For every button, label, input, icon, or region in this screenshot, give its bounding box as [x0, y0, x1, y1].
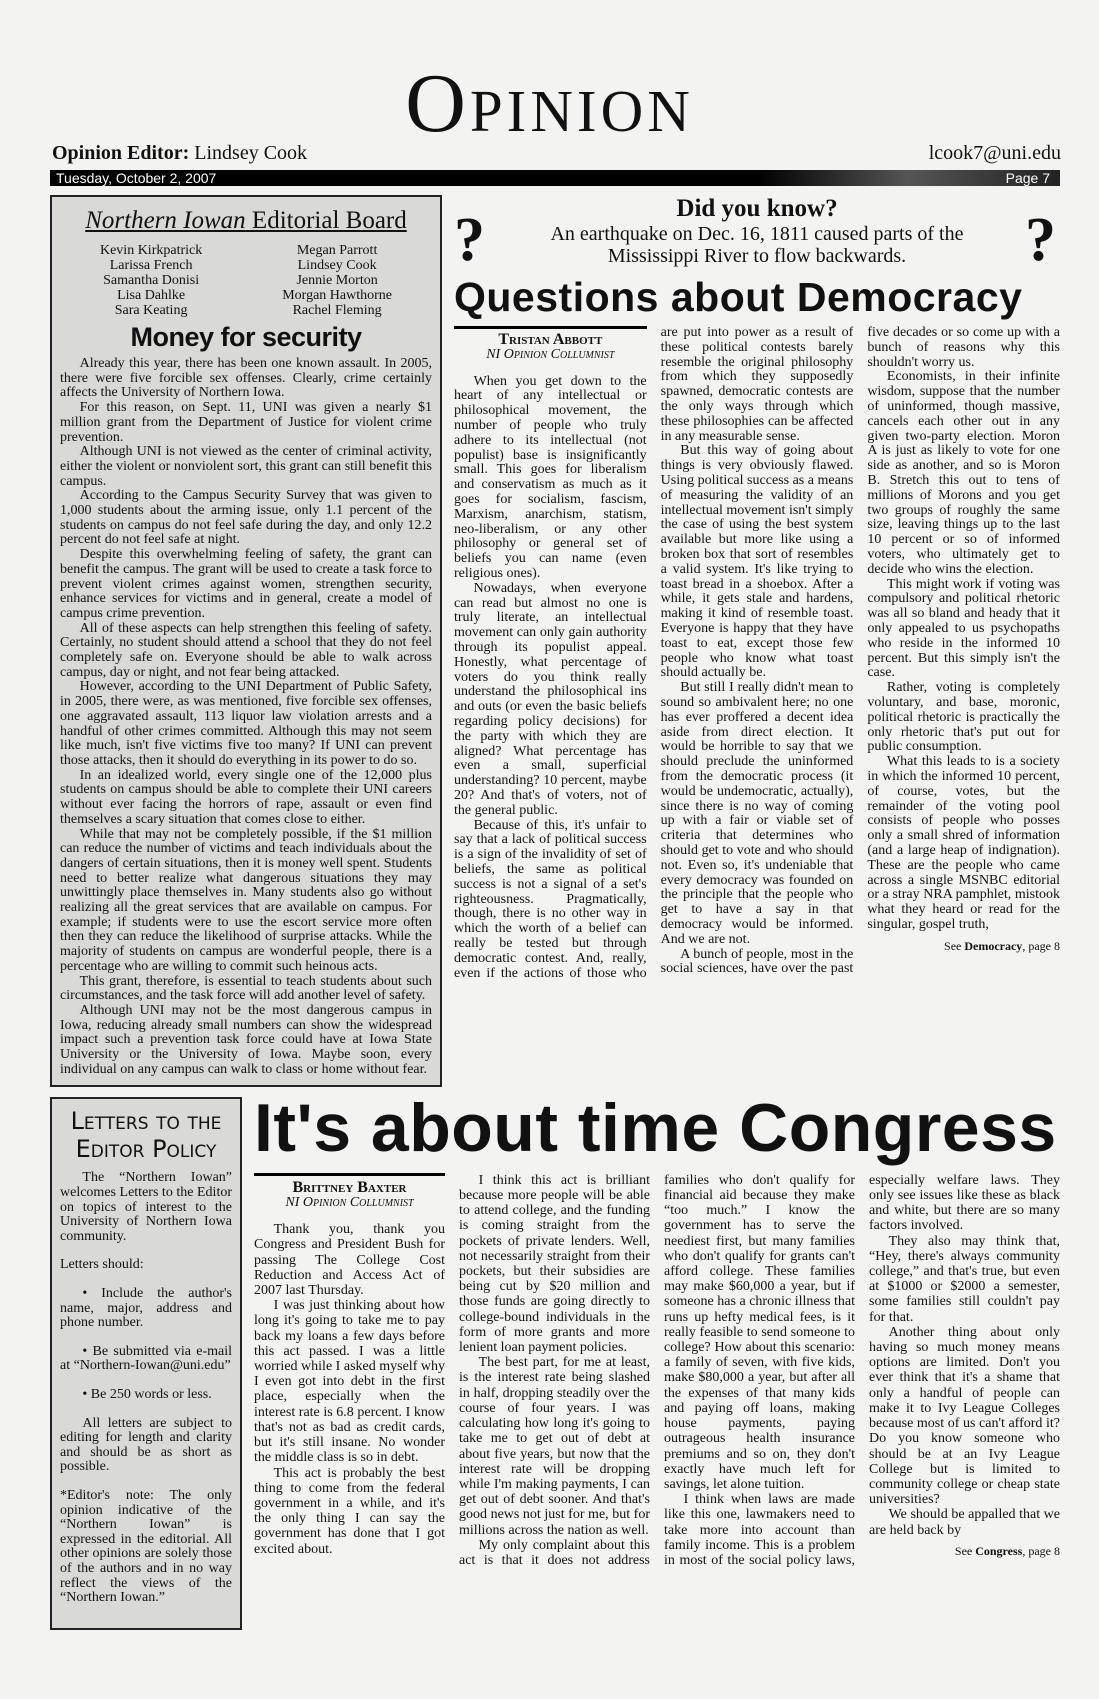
author-role: NI Opinion Collumnist	[285, 1195, 414, 1211]
democracy-article	[454, 326, 1060, 981]
author-role: NI Opinion Collumnist	[486, 346, 615, 362]
board-member: Jennie Morton	[296, 273, 378, 288]
board-members	[60, 243, 432, 318]
jump-prefix: See	[944, 938, 965, 953]
board-member: Megan Parrott	[296, 243, 378, 258]
paragraph: I think when laws are made like this one, lawmakers need to take more into account than family income. This is a problem in most of the social policy laws, especially welfare laws. They only see issues like these as black and white, but there are so many factors involved.	[664, 1172, 1060, 1568]
did-you-know-fact: An earthquake on Dec. 16, 1811 caused parts of the Mississippi River to flow backwards.	[550, 223, 964, 267]
editor-email: lcook7@uni.edu	[928, 142, 1061, 164]
jump-suffix: , page 8	[1022, 1543, 1060, 1558]
paragraph: Rather, voting is completely voluntary, and base, moronic, political rhetoric is practically the only rhetoric that's put out for public consumption.	[867, 680, 1060, 755]
paragraph: Although UNI may not be the most dangerous campus in Iowa, reducing already small numbers can show the widespread impact such a prevention task force could have at Iowa State University or the University of Iowa. Maybe soon, every individual on any campus can walk to class or home without fear.	[60, 1002, 432, 1077]
did-you-know-title: Did you know?	[676, 195, 838, 222]
question-mark-icon: ?	[1025, 206, 1056, 274]
paragraph: This might work if voting was compulsory and political rhetoric was all so bland and heady that it only appealed to us psychopaths who reside in the informed 10 percent. But this simply isn't the case.	[867, 576, 1060, 681]
paragraph: But this way of going about things is very obviously flawed. Using political success as a means of measuring the validity of an intellectual movement isn't simply the case of using the best system available but more like using a broken box that sort of resembles a valid system. It's like trying to toast bread in a shoebox. After a while, it gets stale and hardens, making it kind of resemble toast. Everyone is happy that they have toast to eat, except those few people who know what toast should actually be.	[660, 443, 854, 681]
byline	[254, 1173, 445, 1210]
paragraph: In an idealized world, every single one of the 12,000 plus students on campus should be able to complete their UNI careers without ever facing the horrors of rape, assault or even find themselves a scary situation that comes close to either.	[60, 767, 432, 827]
paragraph: Thank you, thank you Congress and President Bush for passing The College Cost Reduction and Access Act of 2007 last Thursday.	[254, 1222, 445, 1299]
letters-rule: • Include the author's name, major, address and phone number.	[60, 1286, 232, 1331]
letters-rule: • Be submitted via e-mail at “Northern-Iowan@uni.edu”	[60, 1343, 232, 1374]
paragraph: The best part, for me at least, is the interest rate being slashed in half, dropping steadily over the course of four years. I was calculating how long it's going to take me to get out of debt at about five years, but now that the interest rate will be dropping while I'm making payments, I can get out of debt sooner. And that's good news not just for me, but for millions across the nation as well.	[459, 1355, 650, 1538]
editor-credit	[52, 142, 307, 165]
board-title-paper: Northern Iowan	[85, 207, 246, 234]
paragraph: What this leads to is a society in which the informed 10 percent, of course, votes, but the remainder of the voting pool consists of people who posses only a small shred of information (and a large heap of indignation). These are the people who came across a single MSNBC editorial or a stray NRA pamphlet, mistook what they heard or read for the singular, gospel truth,	[867, 754, 1060, 932]
jump-prefix: See	[954, 1543, 976, 1558]
top-section	[50, 195, 1060, 1087]
continued-link[interactable]	[869, 1544, 1060, 1559]
board-member: Sara Keating	[114, 303, 188, 318]
editor-label: Opinion Editor:	[52, 142, 190, 164]
did-you-know	[454, 195, 1060, 274]
letters-intro: The “Northern Iowan” welcomes Letters to the Editor on topics of interest to the University of Northern Iowa community.	[60, 1170, 232, 1244]
paragraph: They also may think that, “Hey, there's always community college,” and that's true, but even at $1000 or $2000 a semester, some families still couldn't pay for that.	[869, 1233, 1060, 1325]
board-column-right	[282, 243, 392, 318]
paragraph: Because of this, it's unfair to say that a lack of political success is a sign of the invalidity of set of beliefs, the same as political success is not a signal of a set's righteousness. Pragmatically, though, there is no other way in which the worth of a belief can really be tested but through democratic contest. And, really, even if the actions of those who are put into power as a result of these political contests barely resemble the original philosophy from which they supposedly spawned, democratic contests are the only ways through which these philosophies can be affected in any measurable sense.	[454, 325, 854, 981]
paragraph: But still I really didn't mean to sound so ambivalent here; no one has ever proffered a decent idea aside from direct election. It would be horrible to say that we should preclude the uninformed from the democratic process (it would be undemocratic, actually), since there is no way of coming up with a fair or viable set of criteria that determines who should get to vote and who should not. Even so, it's undeniable that every democracy was founded on the principle that the people who get to have a say in that democracy would be informed. And we are not.	[660, 680, 854, 947]
congress-article	[254, 1173, 1060, 1568]
jump-target: Congress	[975, 1543, 1023, 1558]
jump-target: Democracy	[964, 938, 1023, 953]
question-mark-icon: ?	[454, 206, 485, 274]
board-member: Lindsey Cook	[297, 258, 377, 273]
page-number: Page 7	[1005, 170, 1050, 186]
paragraph: Economists, in their infinite wisdom, suppose that the number of uninformed, though massive, cancels each other out in any given two-party election. Moron A is just as likely to vote for one side as another, and so is Moron B. Stretch this out to tens of millions of Morons and you get two groups of roughly the same size, leaving things up to the last 10 percent or so of informed voters, who ultimately get to decide who wins the election.	[867, 369, 1060, 577]
author-name: Brittney Baxter	[292, 1178, 407, 1196]
board-member: Morgan Hawthorne	[282, 288, 392, 303]
bottom-section	[50, 1090, 1060, 1649]
right-top-section	[454, 195, 1060, 981]
paragraph: Another thing about only having so much money means options are limited. Don't you ever think that it's a shame that only a handful of people can make it to Ivy League Colleges because most of us can't afford it? Do you know someone who should be at an Ivy League College but is limited to community college or cheap state universities?	[869, 1324, 1060, 1508]
paragraph: My only complaint about this act is that it does not address families who don't qualify for financial aid because they make “too much.” I know the government has to serve the neediest first, but many families who don't qualify for grants can't afford college. These families may make $60,000 a year, but if someone has a chronic illness that runs up hefty medical fees, is it really feasible to send someone to college? How about this scenario: a family of seven, with five kids, make $80,000 a year, but after all the expenses of that many kids and paying off loans, making house payments, paying outrageous health insurance premiums and so on, they don't exactly have much left for savings, let alone tuition.	[459, 1172, 855, 1568]
paragraph: A bunch of people, most in the social sciences, have over the past five decades or so come up with a bunch of reasons why this shouldn't worry us.	[660, 325, 1060, 977]
paragraph: Although UNI is not viewed as the center of criminal activity, either the violent or nonviolent sort, this grant can still benefit this campus.	[60, 444, 432, 489]
paragraph: However, according to the UNI Department of Public Safety, in 2005, there were, as was mentioned, five forcible sex offenses, one aggravated assault, 113 liquor law violation arrests and a handful of other crimes committed. Although this may not seem like much, isn't five victims five too many? If UNI can prevent those attacks, then it should do everything in its power to do so.	[60, 679, 432, 768]
letters-editing-note: All letters are subject to editing for length and clarity and should be as short as possible.	[60, 1415, 232, 1475]
board-member: Samantha Donisi	[103, 273, 200, 288]
board-member: Rachel Fleming	[292, 303, 382, 318]
section-title: Opinion	[405, 57, 694, 150]
continued-link[interactable]	[867, 939, 1060, 954]
author-name: Tristan Abbott	[498, 331, 603, 349]
paragraph: For this reason, on Sept. 11, UNI was given a nearly $1 million grant from the Department of Justice for violent crime prevention.	[60, 400, 432, 445]
editorial-box	[50, 195, 442, 1087]
board-title	[60, 207, 432, 235]
paragraph: Despite this overwhelming feeling of safety, the grant can benefit the campus. The grant will be used to create a task force to prevent violent crimes against women, strengthen security, enhance services for victims and in general, create a model of campus crime prevention.	[60, 547, 432, 621]
letters-should-label: Letters should:	[60, 1257, 144, 1273]
paragraph: Nowadays, when everyone can read but almost no one is truly literate, an intellectual movement can only gain authority through its populist appeal. Honestly, what percentage of voters do you think really understand the philosophical ins and outs (or even the basic beliefs regarding policy decisions) for the party with which they are aligned? What percentage has even a small, superficial understanding? 10 percent, maybe 20? And that's of voters, not of the general public.	[454, 580, 647, 818]
letters-policy-title: Letters to the Editor Policy	[70, 1107, 222, 1164]
paragraph: This act is probably the best thing to come from the federal government in a while, and it's the only thing I can say the government has done that I got excited about.	[254, 1465, 445, 1557]
editors-note: *Editor's note: The only opinion indicative of the “Northern Iowan” is expressed in the editorial. All other opinions are solely those of the authors and in no way reflect the views of the “Northern Iowan.”	[60, 1487, 232, 1606]
editorial-body	[60, 357, 432, 1077]
issue-date: Tuesday, October 2, 2007	[56, 170, 217, 186]
congress-headline: It's about time Congress	[254, 1090, 1057, 1167]
congress-section	[254, 1090, 1060, 1568]
masthead	[0, 0, 1099, 195]
board-title-rest: Editorial Board	[245, 207, 407, 234]
paragraph: While that may not be completely possible, if the $1 million can reduce the number of victims and teach individuals about the dangers of certain situations, then it is money well spent. Students need to better realize what dangerous situations they may unwittingly place themselves in. Many students also go without realizing all the great services that are available on campus. For example; if students were to use the escort service more often then they can reduce the likelihood of surprise attacks. While the majority of students on campus are wonderful people, there is a percentage who are willing to commit such heinous acts.	[60, 826, 432, 974]
paragraph: According to the Campus Security Survey that was given to 1,000 students about the arming issue, only 1.1 percent of the students on campus do not feel safe during the day, and only 12.2 percent do not feel safe at night.	[60, 488, 432, 548]
paragraph: I think this act is brilliant because more people will be able to attend college, and the funding is coming straight from the pockets of private lenders. Well, not necessarily straight from their pockets, but their subsidies are being cut by $20 million and those funds are going directly to college-bound individuals in the form of more grants and more lenient loan payment policies.	[459, 1172, 650, 1356]
jump-suffix: , page 8	[1022, 938, 1060, 953]
board-member: Larissa French	[109, 258, 193, 273]
board-member: Kevin Kirkpatrick	[99, 243, 203, 258]
editorial-headline: Money for security	[130, 322, 362, 352]
board-column-left	[100, 243, 202, 318]
board-member: Lisa Dahlke	[117, 288, 186, 303]
date-bar	[50, 170, 1060, 186]
paragraph: When you get down to the heart of any intellectual or philosophical movement, the number of people who truly adhere to its intellectual (not populist) base is insignificantly small. This goes for liberalism and conservatism as much as it goes for socialism, fascism, Marxism, anarchism, statism, neo-liberalism, or any other philosophy or general set of beliefs you can name (even religious ones).	[454, 373, 647, 582]
paragraph: This grant, therefore, is essential to teach students about such circumstances, and the task force will add another level of safety.	[60, 973, 432, 1004]
letters-rule: • Be 250 words or less.	[82, 1386, 212, 1402]
paragraph: I was just thinking about how long it's going to take me to pay back my loans a few days before this act passed. I was a little worried while I asked myself why I even got into debt in the first place, especially when the interest rate is 6.8 percent. I know that's not as bad as credit cards, but it's still insane. No wonder the middle class is so in debt.	[254, 1298, 445, 1466]
paragraph: All of these aspects can help strengthen this feeling of safety. Certainly, no student should attend a school that they do not feel completely safe on. Everyone should be able to walk across campus, day or night, and not fear being attacked.	[60, 620, 432, 680]
byline	[454, 326, 647, 363]
letters-policy-box	[50, 1097, 242, 1629]
democracy-headline: Questions about Democracy	[454, 274, 1023, 320]
paragraph: Already this year, there has been one known assault. In 2005, there were five forcible sex offenses. Clearly, crime certainly affects the University of Northern Iowa.	[60, 356, 432, 401]
paragraph: We should be appalled that we are held back by	[869, 1507, 1060, 1538]
editor-name: Lindsey Cook	[194, 142, 308, 164]
